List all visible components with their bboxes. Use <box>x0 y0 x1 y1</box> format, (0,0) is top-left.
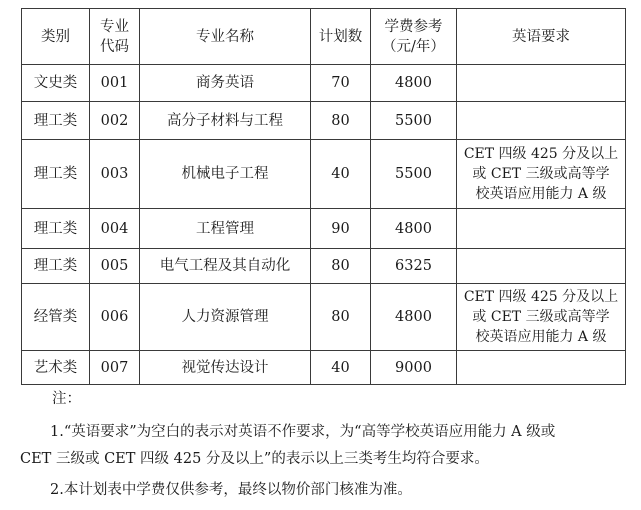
english-requirement-line: CET 四级 425 分及以上 <box>463 146 619 162</box>
cell-major-name: 高分子材料与工程 <box>140 102 311 140</box>
header-category: 类别 <box>22 9 90 65</box>
cell-fee: 9000 <box>371 351 457 385</box>
table-row <box>22 249 626 284</box>
cell-english-requirement <box>457 284 626 351</box>
cell-major-name: 人力资源管理 <box>140 284 311 351</box>
note-2: 2.本计划表中学费仅供参考，最终以物价部门核准为准。 <box>50 482 412 498</box>
cell-code: 004 <box>90 209 140 249</box>
cell-plan-count: 40 <box>311 140 371 209</box>
cell-code: 005 <box>90 249 140 284</box>
table-row <box>22 102 626 140</box>
english-requirement-line: 校英语应用能力 A 级 <box>475 329 607 345</box>
cell-fee: 4800 <box>371 284 457 351</box>
cell-code: 003 <box>90 140 140 209</box>
header-english-requirement: 英语要求 <box>457 9 626 65</box>
cell-plan-count: 70 <box>311 65 371 102</box>
cell-category: 艺术类 <box>22 351 90 385</box>
cell-english-requirement <box>457 65 626 102</box>
cell-major-name: 商务英语 <box>140 65 311 102</box>
table-row <box>22 65 626 102</box>
cell-plan-count: 80 <box>311 249 371 284</box>
table-row <box>22 140 626 209</box>
notes-section <box>20 388 632 501</box>
cell-category: 理工类 <box>22 209 90 249</box>
cell-code: 002 <box>90 102 140 140</box>
english-requirement-line: CET 四级 425 分及以上 <box>463 289 619 305</box>
cell-code: 001 <box>90 65 140 102</box>
header-major-name: 专业名称 <box>140 9 311 65</box>
cell-category: 文史类 <box>22 65 90 102</box>
cell-category: 理工类 <box>22 140 90 209</box>
cell-english-requirement <box>457 102 626 140</box>
english-requirement-line: 或 CET 三级或高等学 <box>472 309 610 325</box>
cell-english-requirement <box>457 249 626 284</box>
cell-fee: 6325 <box>371 249 457 284</box>
cell-plan-count: 80 <box>311 102 371 140</box>
cell-major-name: 电气工程及其自动化 <box>140 249 311 284</box>
english-requirement-line: 校英语应用能力 A 级 <box>475 186 607 202</box>
cell-plan-count: 40 <box>311 351 371 385</box>
cell-category: 理工类 <box>22 249 90 284</box>
note-1-line-2: CET 三级或 CET 四级 425 分及以上”的表示以上三类考生均符合要求。 <box>20 451 489 467</box>
cell-category: 经管类 <box>22 284 90 351</box>
cell-major-name: 机械电子工程 <box>140 140 311 209</box>
cell-fee: 5500 <box>371 102 457 140</box>
note-1-line-1: 1.“英语要求”为空白的表示对英语不作要求，为“高等学校英语应用能力 A 级或 <box>50 424 556 440</box>
cell-english-requirement <box>457 209 626 249</box>
cell-fee: 4800 <box>371 65 457 102</box>
header-fee-line1: 学费参考 <box>384 18 443 35</box>
english-requirement-line: 或 CET 三级或高等学 <box>472 166 610 182</box>
cell-code: 007 <box>90 351 140 385</box>
header-fee-line2: （元/年） <box>382 38 445 55</box>
cell-english-requirement <box>457 140 626 209</box>
cell-major-name: 视觉传达设计 <box>140 351 311 385</box>
cell-plan-count: 80 <box>311 284 371 351</box>
cell-category: 理工类 <box>22 102 90 140</box>
cell-fee: 5500 <box>371 140 457 209</box>
cell-fee: 4800 <box>371 209 457 249</box>
cell-plan-count: 90 <box>311 209 371 249</box>
enrollment-plan-table <box>21 8 626 385</box>
header-plan-count: 计划数 <box>311 9 371 65</box>
cell-major-name: 工程管理 <box>140 209 311 249</box>
header-code-line2: 代码 <box>100 38 129 55</box>
header-fee <box>371 9 457 65</box>
notes-heading: 注： <box>52 391 81 407</box>
cell-code: 006 <box>90 284 140 351</box>
header-code-line1: 专业 <box>100 18 129 35</box>
table-row <box>22 284 626 351</box>
cell-english-requirement <box>457 351 626 385</box>
header-code <box>90 9 140 65</box>
table-row <box>22 209 626 249</box>
table-row <box>22 351 626 385</box>
table-header-row <box>22 9 626 65</box>
